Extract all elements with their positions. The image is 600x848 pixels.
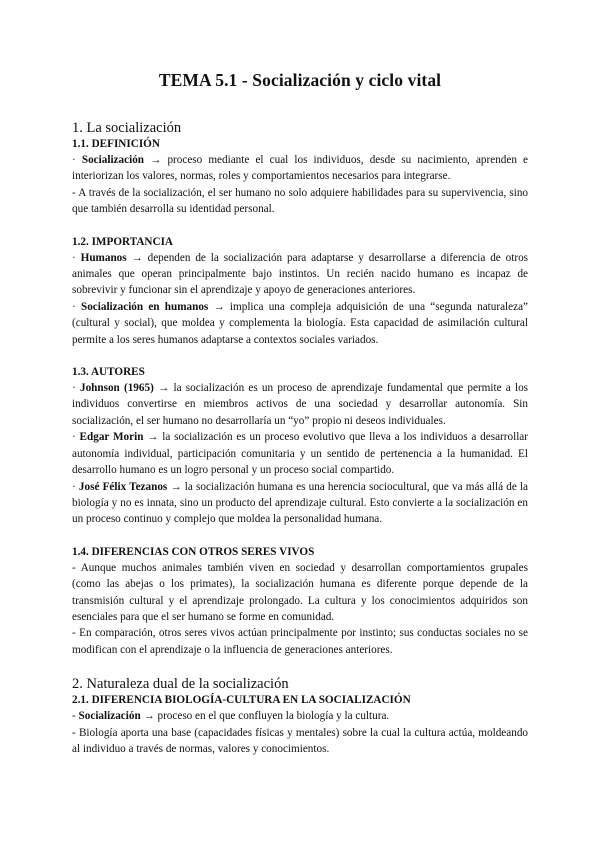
bullet-dash: - — [72, 710, 76, 723]
paragraph: · Socialización → proceso mediante el cual los individuos, desde su nacimiento, aprenden e interiorizan los valores, normas, roles y comportamientos necesarios para integrarse. — [72, 154, 529, 183]
bullet-dot: · — [72, 251, 76, 264]
paragraph: · Socialización en humanos → implica una compleja adquisición de una “segunda naturaleza” (cultural y social), que moldea y complementa la biología. Esta capacidad de asimilación cultural permite a los seres humanos adaptarse a contextos sociales variados. — [72, 300, 529, 346]
bullet-dash: - — [72, 627, 76, 640]
section-1-heading: 1. La socialización — [72, 120, 182, 136]
page-title: TEMA 5.1 - Socialización y ciclo vital — [158, 70, 442, 90]
bullet-dash: - — [72, 726, 76, 739]
subsection-1-1-heading: 1.1. DEFINICIÓN — [72, 138, 160, 150]
subsection-1-4-heading: 1.4. DIFERENCIAS CON OTROS SERES VIVOS — [72, 545, 315, 558]
document-page — [72, 70, 528, 757]
term: Socialización — [81, 154, 145, 166]
paragraph: - Socialización → proceso en el que confluyen la biología y la cultura. — [72, 710, 390, 723]
bullet-dot: · — [72, 480, 76, 493]
term: Johnson (1965) — [79, 382, 154, 395]
bullet-dot: · — [72, 300, 76, 313]
term: Humanos — [80, 251, 127, 264]
subsection-1-3-heading: 1.3. AUTORES — [72, 366, 145, 379]
bullet-dot: · — [72, 382, 76, 395]
paragraph: · Humanos → dependen de la socialización para adaptarse y desarrollarse a diferencia de otros animales que operan principalmente bajo instintos. Un recién nacido humano es incapaz de sobrevivir y funcionar sin el aprendizaje y apoyo de generaciones anteriores. — [72, 251, 529, 297]
term: Socialización en humanos — [80, 300, 209, 313]
paragraph: - Aunque muchos animales también viven en sociedad y desarrollan comportamientos grupales (como las abejas o los primates), la socialización humana es diferente porque depende de la transmisión cultural y el aprendizaje prolongado. La cultura y los conocimientos adquiridos son esenciales para que el ser humano se forme en comunidad. — [72, 561, 528, 623]
paragraph: - Biología aporta una base (capacidades físicas y mentales) sobre la cual la cultura actúa, moldeando al individuo a través de normas, valores y conocimientos. — [72, 726, 529, 755]
section-2-heading: 2. Naturaleza dual de la socialización — [72, 676, 289, 693]
paragraph: · Edgar Morin → la socialización es un proceso evolutivo que lleva a los individuos a desarrollar autonomía individual, participación comunitaria y un sentido de pertenencia a la humanidad. El desarrollo humano es un logro personal y un proceso social compartido. — [72, 431, 528, 477]
bullet-dash: - — [72, 186, 76, 199]
term: Socialización — [78, 710, 141, 723]
subsection-2-1-heading: 2.1. DIFERENCIA BIOLOGÍA-CULTURA EN LA SOCIALIZACIÓN — [72, 694, 411, 707]
bullet-dot: · — [72, 154, 76, 166]
paragraph: - A través de la socialización, el ser humano no solo adquiere habilidades para su supervivencia, sino que también desarrolla su identidad personal. — [72, 186, 529, 216]
bullet-dot: · — [72, 431, 76, 444]
paragraph: · José Félix Tezanos → la socialización humana es una herencia sociocultural, que va más allá de la biología y no es innata, sino un producto del aprendizaje cultural. Esto convierte a la socialización en un proceso continuo y complejo que moldea la personalidad humana. — [72, 480, 529, 526]
paragraph: - En comparación, otros seres vivos actúan principalmente por instinto; sus conductas sociales no se modifican con el aprendizaje o la influencia de generaciones anteriores. — [72, 627, 528, 656]
term: Edgar Morin — [79, 431, 144, 444]
subsection-1-2-heading: 1.2. IMPORTANCIA — [72, 235, 174, 248]
term: José Félix Tezanos — [78, 480, 168, 493]
paragraph: · Johnson (1965) → la socialización es un proceso de aprendizaje fundamental que permite a los individuos convertirse en miembros activos de una sociedad y desarrollar autonomía. Sin socialización, el ser humano no desarrollaría un “yo” propio ni deseos individuales. — [72, 382, 529, 427]
bullet-dash: - — [72, 561, 76, 574]
